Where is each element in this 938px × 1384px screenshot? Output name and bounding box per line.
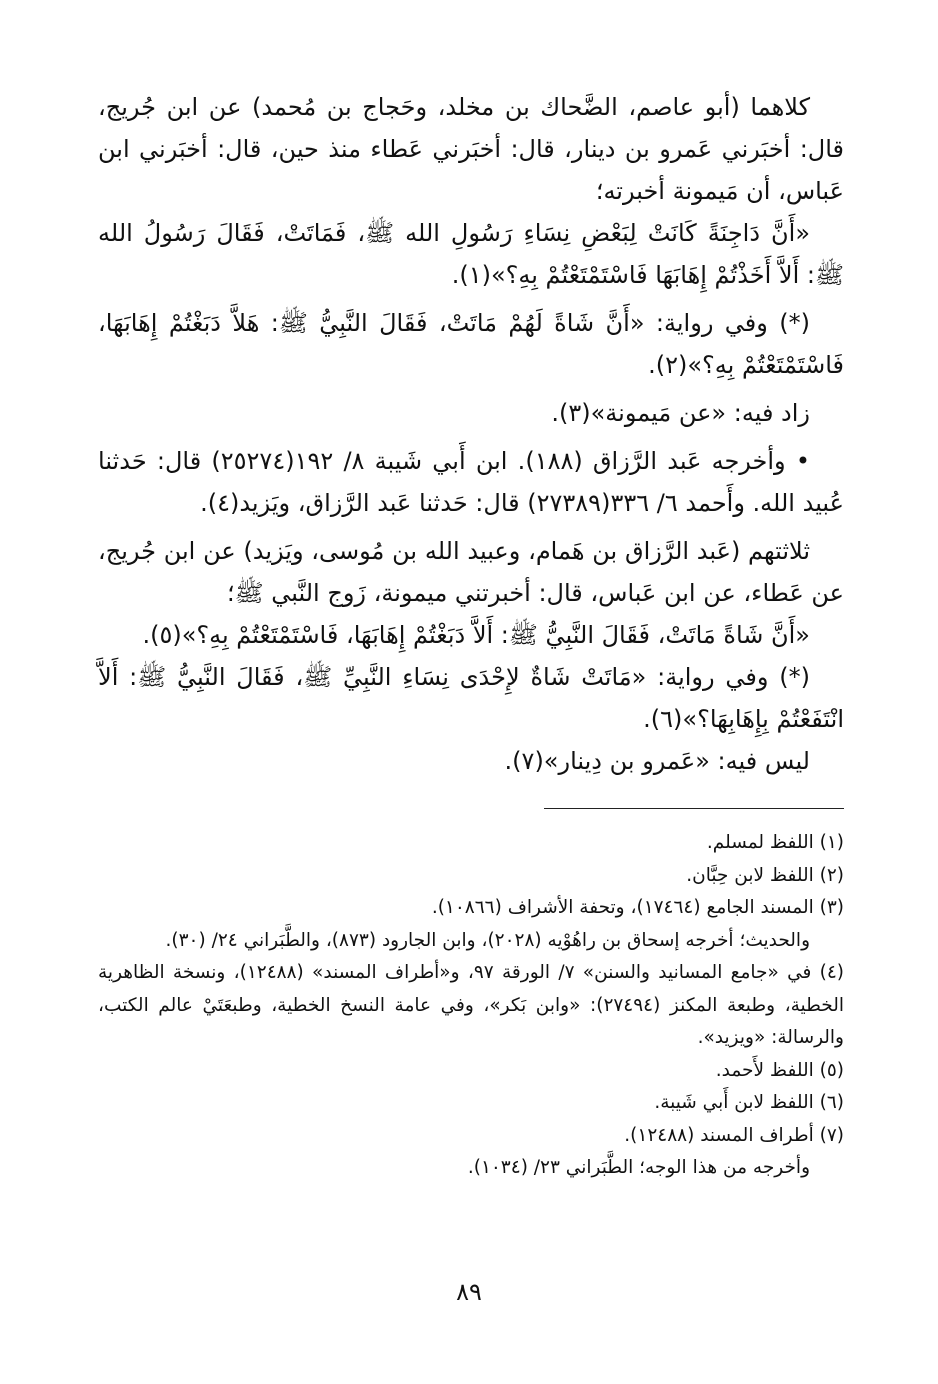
footnote-divider <box>544 808 844 809</box>
footnote-7: (٧) أطراف المسند (١٢٤٨٨). <box>624 1124 844 1146</box>
paragraph-variant-narration: (*) وفي رواية: «أَنَّ شَاةً لَهُمْ مَاتَتْ، فَقَالَ النَّبِيُّ ﷺ: هَلاَّ دَبَغْتُمْ إِهَابَهَا، فَاسْتَمْتَعْتُمْ بِهِ؟»(٢). <box>98 309 844 379</box>
paragraph-variant-narration-2: (*) وفي رواية: «مَاتَتْ شَاةٌ لإِحْدَى نِسَاءِ النَّبِيِّ ﷺ، فَقَالَ النَّبِيُّ ﷺ: أَلاَّ انْتَفَعْتُمْ بِإِهَابِهَا؟»(٦). <box>98 663 844 733</box>
footnote-2: (٢) اللفظ لابن حِبَّان. <box>686 864 844 886</box>
paragraph-hadith-text-2: «أَنَّ شَاةً مَاتَتْ، فَقَالَ النَّبِيُّ ﷺ: أَلاَّ دَبَغْتُمْ إِهَابَهَا، فَاسْتَمْتَعْتُمْ بِهِ؟»(٥). <box>142 621 810 649</box>
page-content <box>98 86 844 1185</box>
footnote-7-continuation: وأخرجه من هذا الوجه؛ الطَّبَراني ٢٣/ (١٠٣٤). <box>467 1157 810 1178</box>
footnotes <box>98 827 844 1185</box>
footnote-5: (٥) اللفظ لأَحمد. <box>715 1059 844 1081</box>
page-number: ٨٩ <box>456 1278 482 1306</box>
footnote-3-continuation: والحديث؛ أخرجه إسحاق بن راهُوْيه (٢٠٢٨)، وابن الجارود (٨٧٣)، والطَّبَراني ٢٤/ (٣٠). <box>165 929 810 951</box>
footnote-6: (٦) اللفظ لابن أَبي شَيبة. <box>654 1092 844 1113</box>
footnote-3: (٣) المسند الجامع (١٧٤٦٤)، وتحفة الأشراف (١٠٨٦٦). <box>431 897 844 918</box>
paragraph-chain: كلاهما (أبو عاصم، الضَّحاك بن مخلد، وحَجاج بن مُحمد) عن ابن جُريج، قال: أخبَرني عَمرو بن دينار، قال: أخبَرني عَطاء منذ حين، قال: أخبَرني ابن عَباس، أن مَيمونة أخبرته؛ <box>98 93 844 205</box>
paragraph-chain-three: ثلاثتهم (عَبد الرَّزاق بن هَمام، وعبيد الله بن مُوسى، ويَزيد) عن ابن جُريج، عن عَطاء، عن ابن عَباس، قال: أخبرتني ميمونة، زَوج النَّبي ﷺ؛ <box>98 537 844 607</box>
paragraph-hadith-text: «أَنَّ دَاجِنَةً كَانَتْ لِبَعْضِ نِسَاءِ رَسُولِ الله ﷺ، فَمَاتَتْ، فَقَالَ رَسُولُ الله ﷺ: أَلاَّ أَخَذْتُمْ إِهَابَهَا فَاسْتَمْتَعْتُمْ بِهِ؟»(١). <box>98 219 844 289</box>
paragraph-addition: زاد فيه: «عن مَيمونة»(٣). <box>551 399 810 427</box>
paragraph-omission-note: ليس فيه: «عَمرو بن دِينار»(٧). <box>504 747 810 775</box>
paragraph-takhrij: • وأخرجه عَبد الرَّزاق (١٨٨). ابن أَبي شَيبة ٨/ ١٩٢(٢٥٢٧٤) قال: حَدثنا عُبيد الله. وأَحمد ٦/ ٣٣٦(٢٧٣٨٩) قال: حَدثنا عَبد الرَّزاق، ويَزيد(٤). <box>98 447 844 517</box>
footnote-4: (٤) في «جامع المسانيد والسنن» ٧/ الورقة ٩٧، و«أطراف المسند» (١٢٤٨٨)، ونسخة الظاهرية الخطية، وطبعة المكنز (٢٧٤٩٤): «وابن بَكر»، وفي عامة النسخ الخطية، وطبعَتَيْ عالم الكتب، والرسالة: «ويزيد». <box>98 962 844 1048</box>
main-text <box>98 86 844 782</box>
footnote-1: (١) اللفظ لمسلم. <box>706 832 844 853</box>
